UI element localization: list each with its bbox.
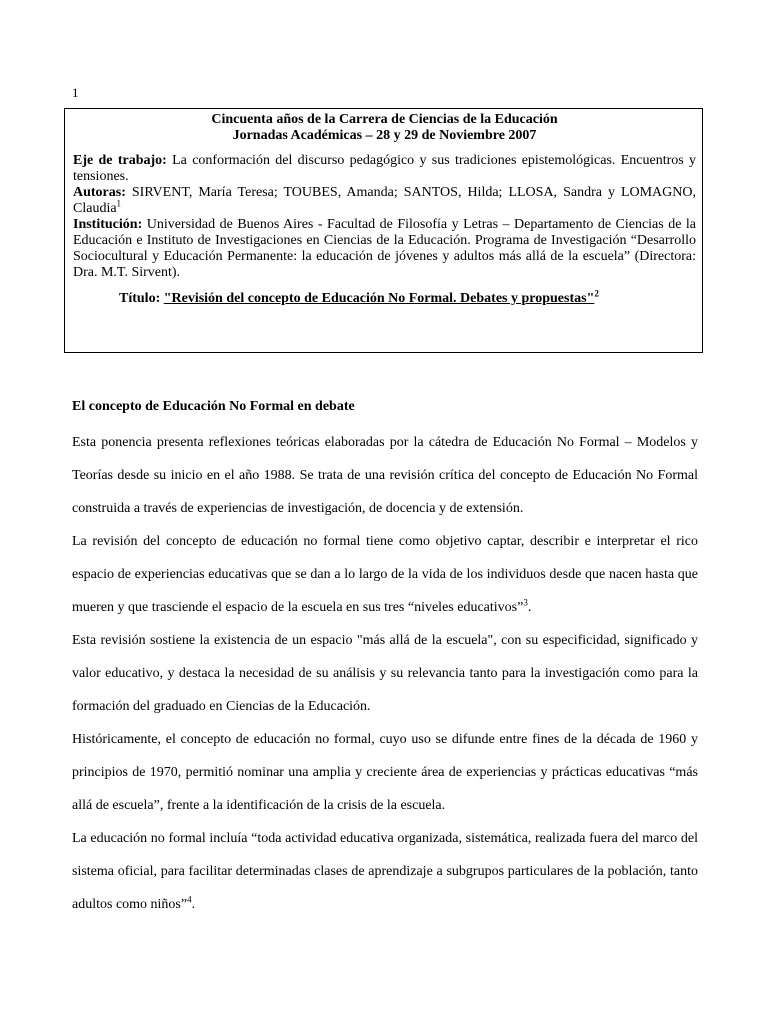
institucion-text: Universidad de Buenos Aires - Facultad de Filosofía y Letras – Departamento de Ciencias de la Educación e Instituto de Investigaciones en Ciencias de la Educación. Programa de Investigación “Desarrollo Sociocultural y Educación Permanente: la educación de jóvenes y adultos más allá de la escuela” (Directora: Dra. M.T. Sirvent). bbox=[73, 217, 696, 280]
autoras-label: Autoras: bbox=[73, 185, 126, 200]
institucion-label: Institución: bbox=[73, 217, 143, 232]
eje-text: La conformación del discurso pedagógico y sus tradiciones epistemológicas. Encuentros y tensiones. bbox=[73, 153, 697, 184]
footnote-ref-2: 2 bbox=[594, 288, 599, 299]
header-box bbox=[64, 108, 703, 353]
paragraph-2-text: La revisión del concepto de educación no formal tiene como objetivo captar, describir e interpretar el rico espacio de experiencias educativas que se dan a lo largo de la vida de los individuos desde que nacen hasta que mueren y que trasciende el espacio de la escuela en sus tres “niveles educativos” bbox=[72, 534, 698, 615]
paragraph-3: Esta revisión sostiene la existencia de un espacio "más allá de la escuela", con su especificidad, significado y valor educativo, y destaca la necesidad de su análisis y su relevancia tanto para la investigación como para la formación del graduado en Ciencias de la Educación. bbox=[72, 633, 698, 714]
footnote-ref-1: 1 bbox=[116, 198, 122, 209]
autoras bbox=[73, 185, 696, 217]
body-text bbox=[72, 426, 698, 921]
event-dates: Jornadas Académicas – 28 y 29 de Noviembre 2007 bbox=[232, 128, 537, 143]
paper-title: "Revisión del concepto de Educación No Formal. Debates y propuestas" bbox=[163, 291, 595, 306]
header-spacer bbox=[73, 144, 696, 153]
page-number: 1 bbox=[72, 85, 79, 100]
paragraph-4: Históricamente, el concepto de educación no formal, cuyo uso se difunde entre fines de la década de 1960 y principios de 1970, permitió nominar una amplia y creciente área de experiencias y prácticas educativas “más allá de escuela”, frente a la identificación de la crisis de la escuela. bbox=[72, 732, 698, 813]
paragraph-2-end: . bbox=[527, 600, 532, 615]
eje-de-trabajo bbox=[73, 153, 696, 185]
titulo-label: Título: bbox=[119, 291, 164, 306]
footnote-ref-4: 4 bbox=[187, 894, 192, 905]
autoras-text: SIRVENT, María Teresa; TOUBES, Amanda; SANTOS, Hilda; LLOSA, Sandra y LOMAGNO, Claudia bbox=[73, 185, 696, 216]
section-heading: El concepto de Educación No Formal en debate bbox=[72, 399, 355, 414]
paragraph-5-end: . bbox=[191, 897, 196, 912]
paragraph-2 bbox=[72, 525, 698, 624]
paragraph-1: Esta ponencia presenta reflexiones teóricas elaboradas por la cátedra de Educación No Formal – Modelos y Teorías desde su inicio en el año 1988. Se trata de una revisión crítica del concepto de Educación No Formal construida a través de experiencias de investigación, de docencia y de extensión. bbox=[72, 435, 698, 516]
footnote-ref-3: 3 bbox=[523, 597, 528, 608]
paragraph-5-text: La educación no formal incluía “toda actividad educativa organizada, sistemática, realizada fuera del marco del sistema oficial, para facilitar determinadas clases de aprendizaje a subgrupos particulares de la población, tanto adultos como niños” bbox=[72, 831, 698, 912]
institucion bbox=[73, 217, 696, 281]
event-title: Cincuenta años de la Carrera de Ciencias de la Educación bbox=[211, 112, 558, 127]
titulo bbox=[73, 288, 696, 307]
eje-label: Eje de trabajo: bbox=[73, 153, 167, 168]
paragraph-5 bbox=[72, 822, 698, 921]
